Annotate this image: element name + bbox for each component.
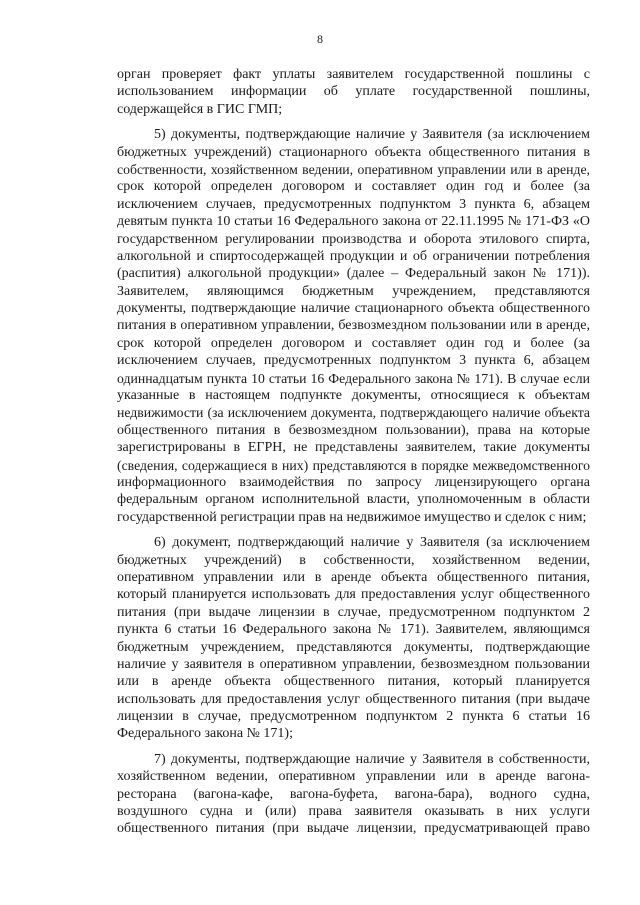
text-line: исключением случаев, предусмотренных подпунктом 3 пункта 6, абзацем bbox=[117, 353, 590, 369]
text-line: документы, подтверждающие наличие стационарного объекта общественного bbox=[117, 301, 590, 317]
text-line: орган проверяет факт уплаты заявителем государственной пошлины с bbox=[117, 67, 590, 82]
text-line: (распития) алкогольной продукции» (далее – Федеральный закон № 171)). bbox=[117, 266, 590, 282]
text-line: оперативном управлении или в аренде объекта общественного питания, bbox=[117, 569, 590, 585]
text-line: который планируется использовать для предоставления услуг общественного bbox=[117, 587, 590, 603]
text-line: лицензии в случае, предусмотренном подпунктом 2 пункта 6 статьи 16 bbox=[117, 709, 590, 725]
text-line: девятым пункта 10 статьи 16 Федерального закона от 22.11.1995 № 171-ФЗ «О bbox=[117, 214, 590, 230]
text-line: собственности, хозяйственном ведении, оперативном управлении или в аренде, bbox=[117, 161, 590, 177]
text-line: указанные в настоящем подпункте документы, относящиеся к объектам bbox=[117, 388, 590, 404]
text-line: общественного питания в безвозмездном пользовании), права на которые bbox=[117, 422, 590, 438]
paragraph-item-7 bbox=[117, 751, 590, 838]
paragraph-item-6 bbox=[117, 534, 590, 743]
text-line: срок которой определен договором и составляет один год и более (за bbox=[117, 179, 590, 195]
paragraph-state-fee bbox=[117, 66, 590, 118]
page-number: 8 bbox=[317, 32, 323, 46]
text-line: одиннадцатым пункта 10 статьи 16 Федерального закона № 171). В случае если bbox=[117, 370, 590, 386]
text-line: питания (при выдаче лицензии в случае, предусмотренном подпунктом 2 bbox=[117, 604, 590, 620]
text-line: 6) документ, подтверждающий наличие у Заявителя (за исключением bbox=[154, 535, 590, 551]
text-line: воздушного судна и (или) права заявителя оказывать в них услуги bbox=[117, 804, 590, 820]
text-line: общественного питания (при выдаче лицензии, предусматривающей право bbox=[117, 821, 590, 837]
text-line: использовать для предоставления услуг общественного питания (при выдаче bbox=[117, 691, 590, 707]
text-line: исключением случаев, предусмотренных подпунктом 3 пункта 6, абзацем bbox=[117, 196, 590, 212]
text-line: Федерального закона № 171); bbox=[117, 726, 293, 742]
text-line: наличие у заявителя в оперативном управлении, безвозмездном пользовании bbox=[117, 656, 590, 672]
text-line: федеральным органом исполнительной власти, уполномоченным в области bbox=[117, 492, 590, 508]
text-line: государственном регулировании производства и оборота этилового спирта, bbox=[117, 231, 590, 247]
text-line: бюджетных учреждений) стационарного объекта общественного питания в bbox=[117, 144, 590, 160]
text-line: пункта 6 статьи 16 Федерального закона № 171). Заявителем, являющимся bbox=[117, 622, 590, 638]
text-line: содержащейся в ГИС ГМП; bbox=[117, 101, 283, 117]
text-line: государственной регистрации прав на недвижимое имущество и сделок с ним; bbox=[117, 509, 587, 525]
text-line: хозяйственном ведении, оперативном управлении или в аренде вагона- bbox=[117, 769, 590, 785]
text-line: питания в оперативном управлении, безвозмездном пользовании или в аренде, bbox=[117, 318, 590, 334]
text-line: ресторана (вагона-кафе, вагона-буфета, вагона-бара), водного судна, bbox=[117, 786, 590, 802]
text-line: (сведения, содержащиеся в них) представляются в порядке межведомственного bbox=[117, 457, 590, 473]
text-line: бюджетным учреждением, представляются документы, подтверждающие bbox=[117, 639, 590, 655]
text-line: алкогольной и спиртосодержащей продукции и об ограничении потребления bbox=[117, 248, 590, 264]
text-line: срок которой определен договором и составляет один год и более (за bbox=[117, 335, 590, 351]
text-line: бюджетных учреждений) в собственности, хозяйственном ведении, bbox=[117, 552, 590, 568]
text-line: 7) документы, подтверждающие наличие у Заявителя в собственности, bbox=[154, 751, 590, 767]
text-line: информационного взаимодействия по запросу лицензирующего органа bbox=[117, 474, 590, 490]
paragraph-item-5 bbox=[117, 126, 590, 526]
text-line: недвижимости (за исключением документа, подтверждающего наличие объекта bbox=[117, 405, 590, 421]
text-line: 5) документы, подтверждающие наличие у Заявителя (за исключением bbox=[154, 127, 590, 143]
text-line: или в аренде объекта общественного питания, который планируется bbox=[117, 674, 590, 690]
text-line: зарегистрированы в ЕГРН, не представлены заявителем, такие документы bbox=[117, 440, 590, 456]
document-body bbox=[117, 66, 590, 838]
text-line: использованием информации об уплате государственной пошлины, bbox=[117, 84, 590, 100]
text-line: Заявителем, являющимся бюджетным учреждением, представляются bbox=[117, 283, 590, 299]
